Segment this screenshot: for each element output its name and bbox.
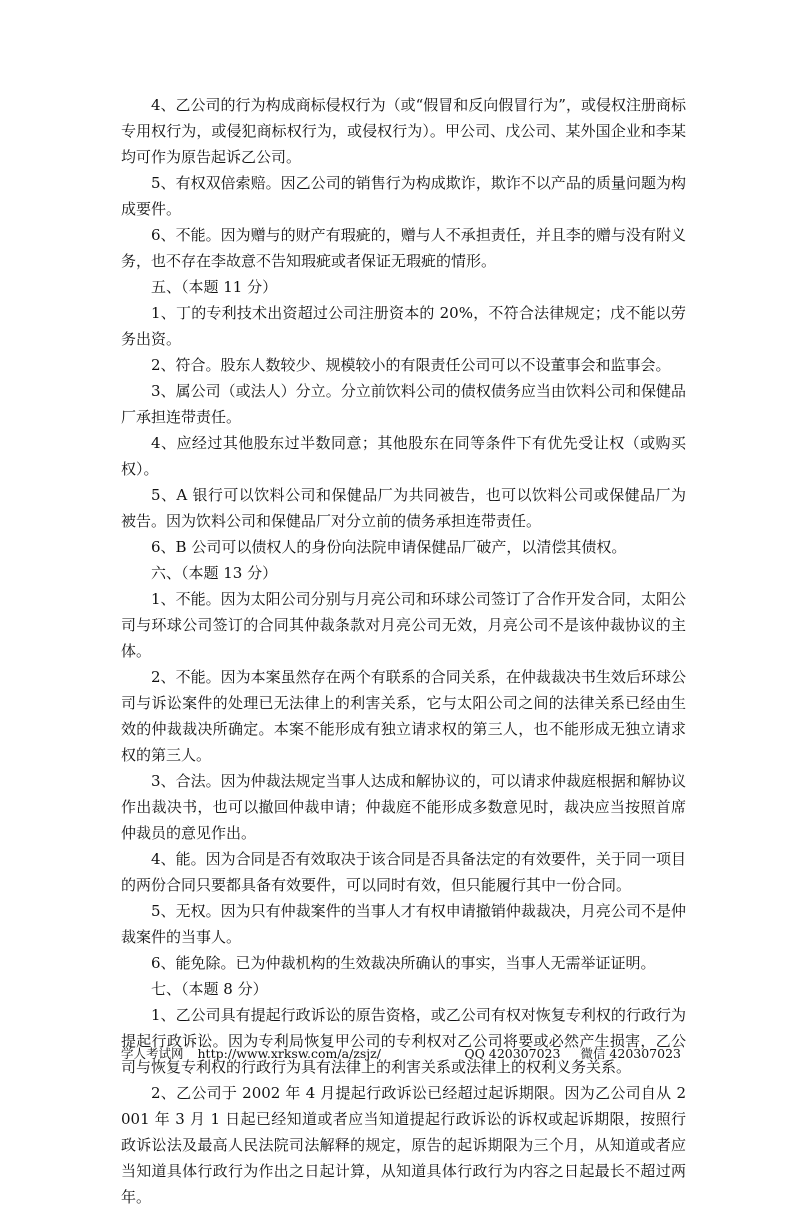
- paragraph: 4、乙公司的行为构成商标侵权行为（或“假冒和反向假冒行为”，或侵权注册商标专用权行为，或侵犯商标权行为，或侵权行为）。甲公司、戊公司、某外国企业和李某均可作为原告起诉乙公司。: [121, 96, 686, 166]
- paragraph: 1、丁的专利技术出资超过公司注册资本的 20%，不符合法律规定；戊不能以劳务出资。: [121, 304, 686, 348]
- paragraph: 5、无权。因为只有仲裁案件的当事人才有权申请撤销仲裁裁决，月亮公司不是仲裁案件的当事人。: [121, 902, 686, 946]
- site-url-link[interactable]: http://www.xrksw.com/a/zsjz/: [197, 1046, 381, 1061]
- site-name: 学人考试网: [121, 1046, 184, 1061]
- qq-contact: QQ 420307023: [464, 1046, 561, 1061]
- paragraph: 3、合法。因为仲裁法规定当事人达成和解协议的，可以请求仲裁庭根据和解协议作出裁决书，也可以撤回仲裁申请；仲裁庭不能形成多数意见时，裁决应当按照首席仲裁员的意见作出。: [121, 772, 686, 842]
- paragraph: 2、不能。因为本案虽然存在两个有联系的合同关系，在仲裁裁决书生效后环球公司与诉讼案件的处理已无法律上的利害关系，它与太阳公司之间的法律关系已经由生效的仲裁裁决所确定。本案不能形成有独立请求权的第三人，也不能形成无独立请求权的第三人。: [121, 668, 686, 764]
- footer-left: [121, 1044, 381, 1062]
- paragraph: 6、能免除。已为仲裁机构的生效裁决所确认的事实，当事人无需举证证明。: [151, 954, 656, 972]
- section-heading: 七、（本题 8 分）: [151, 980, 268, 998]
- paragraph: 1、乙公司具有提起行政诉讼的原告资格，或乙公司有权对恢复专利权的行政行为提起行政诉讼。因为专利局恢复甲公司的专利权对乙公司将要或必然产生损害，乙公司与恢复专利权的行政行为具有法律上的利害关系或法律上的权利义务关系。: [121, 1006, 686, 1076]
- document-body: [121, 92, 686, 1210]
- paragraph: 5、A 银行可以饮料公司和保健品厂为共同被告，也可以饮料公司或保健品厂为被告。因为饮料公司和保健品厂对分立前的债务承担连带责任。: [121, 486, 686, 530]
- paragraph: 2、符合。股东人数较少、规模较小的有限责任公司可以不设董事会和监事会。: [151, 356, 671, 374]
- paragraph: 5、有权双倍索赔。因乙公司的销售行为构成欺诈，欺诈不以产品的质量问题为构成要件。: [121, 174, 686, 218]
- paragraph: 4、应经过其他股东过半数同意；其他股东在同等条件下有优先受让权（或购买权）。: [121, 434, 686, 478]
- paragraph: 1、不能。因为太阳公司分别与月亮公司和环球公司签订了合作开发合同，太阳公司与环球公司签订的合同其仲裁条款对月亮公司无效，月亮公司不是该仲裁协议的主体。: [121, 590, 686, 660]
- paragraph: 4、能。因为合同是否有效取决于该合同是否具备法定的有效要件，关于同一项目的两份合同只要都具备有效要件，可以同时有效，但只能履行其中一份合同。: [121, 850, 686, 894]
- page-footer: [121, 1044, 681, 1064]
- paragraph: 6、B 公司可以债权人的身份向法院申请保健品厂破产，以清偿其债权。: [151, 538, 627, 556]
- paragraph: 2、乙公司于 2002 年 4 月提起行政诉讼已经超过起诉期限。因为乙公司自从 2001 年 3 月 1 日起已经知道或者应当知道提起行政诉讼的诉权或起诉期限，按照行政诉讼法及最高人民法院司法解释的规定，原告的起诉期限为三个月，从知道或者应当知道具体行政行为作出之日起计算，从知道具体行政行为内容之日起最长不超过两年。: [121, 1084, 686, 1206]
- section-heading: 五、（本题 11 分）: [151, 278, 278, 296]
- paragraph: 3、属公司（或法人）分立。分立前饮料公司的债权债务应当由饮料公司和保健品厂承担连带责任。: [121, 382, 686, 426]
- footer-right: [464, 1044, 681, 1062]
- section-heading: 六、（本题 13 分）: [151, 564, 278, 582]
- paragraph: 6、不能。因为赠与的财产有瑕疵的，赠与人不承担责任，并且李的赠与没有附义务，也不存在李故意不告知瑕疵或者保证无瑕疵的情形。: [121, 226, 686, 270]
- wechat-contact: 微信 420307023: [580, 1046, 681, 1061]
